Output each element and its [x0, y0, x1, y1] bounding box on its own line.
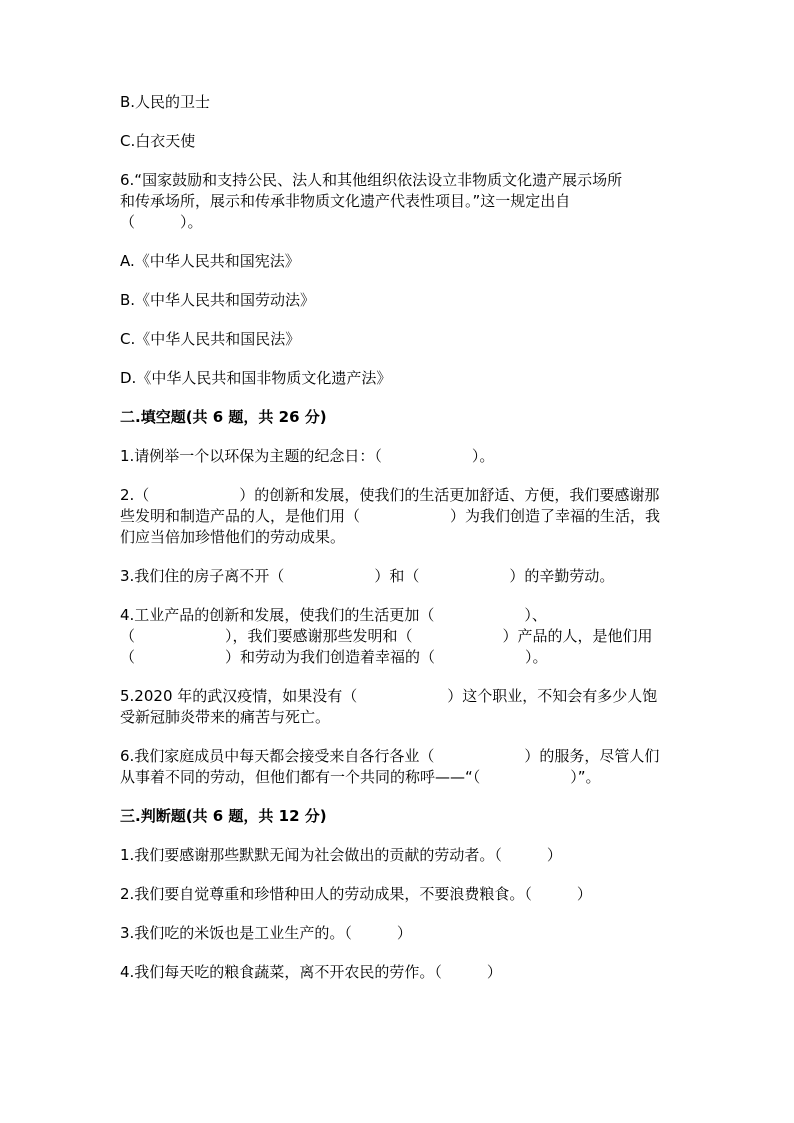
fill-question-1 [120, 446, 680, 467]
section-3-title: 三.判断题(共 6 题，共 12 分) [120, 807, 327, 825]
option-text: C.《中华人民共和国民法》 [120, 330, 301, 348]
question-6-stem [120, 170, 680, 233]
section-2-title: 二.填空题(共 6 题，共 26 分) [120, 408, 327, 426]
option-text: B.人民的卫士 [120, 93, 211, 111]
question-line: 6.“国家鼓励和支持公民、法人和其他组织依法设立非物质文化遗产展示场所 [120, 171, 623, 189]
q5-option-b [120, 92, 680, 113]
question-line: 受新冠肺炎带来的痛苦与死亡。 [120, 708, 331, 726]
option-text: B.《中华人民共和国劳动法》 [120, 291, 316, 309]
question-line: 4.工业产品的创新和发展，使我们的生活更加（ ）、 [120, 606, 547, 624]
question-line: （ ）。 [120, 213, 203, 231]
question-line: 3.我们吃的米饭也是工业生产的。（ ） [120, 924, 412, 942]
q6-option-d [120, 368, 680, 389]
exam-page [120, 92, 680, 1001]
question-line: （ ），我们要感谢那些发明和（ ）产品的人，是他们用 [120, 627, 653, 645]
question-line: 2.我们要自觉尊重和珍惜种田人的劳动成果，不要浪费粮食。（ ） [120, 885, 592, 903]
question-line: 和传承场所，展示和传承非物质文化遗产代表性项目。”这一规定出自 [120, 192, 571, 210]
option-text: D.《中华人民共和国非物质文化遗产法》 [120, 369, 392, 387]
question-line: 5.2020 年的武汉疫情，如果没有（ ）这个职业，不知会有多少人饱 [120, 687, 658, 705]
option-text: A.《中华人民共和国宪法》 [120, 252, 300, 270]
question-line: 1.我们要感谢那些默默无闻为社会做出的贡献的劳动者。（ ） [120, 846, 562, 864]
q6-option-a [120, 251, 680, 272]
question-line: 从事着不同的劳动，但他们都有一个共同的称呼——“（ ）”。 [120, 768, 601, 786]
question-line: 1.请例举一个以环保为主题的纪念日：（ ）。 [120, 447, 495, 465]
judge-question-1 [120, 845, 680, 866]
option-text: C.白衣天使 [120, 132, 196, 150]
judge-question-4 [120, 962, 680, 983]
q5-option-c [120, 131, 680, 152]
question-line: 3.我们住的房子离不开（ ）和（ ）的辛勤劳动。 [120, 567, 615, 585]
question-line: 们应当倍加珍惜他们的劳动成果。 [120, 528, 346, 546]
q6-option-c [120, 329, 680, 350]
question-line: 6.我们家庭成员中每天都会接受来自各行各业（ ）的服务，尽管人们 [120, 747, 660, 765]
fill-question-5 [120, 686, 680, 728]
question-line: 4.我们每天吃的粮食蔬菜，离不开农民的劳作。（ ） [120, 963, 502, 981]
judge-question-2 [120, 884, 680, 905]
fill-question-4 [120, 605, 680, 668]
question-line: 些发明和制造产品的人，是他们用（ ）为我们创造了幸福的生活，我 [120, 507, 661, 525]
fill-question-6 [120, 746, 680, 788]
fill-question-3 [120, 566, 680, 587]
fill-question-2 [120, 485, 680, 548]
question-line: 2.（ ）的创新和发展，使我们的生活更加舒适、方便，我们要感谢那 [120, 486, 660, 504]
question-line: （ ）和劳动为我们创造着幸福的（ ）。 [120, 648, 548, 666]
q6-option-b [120, 290, 680, 311]
judge-question-3 [120, 923, 680, 944]
